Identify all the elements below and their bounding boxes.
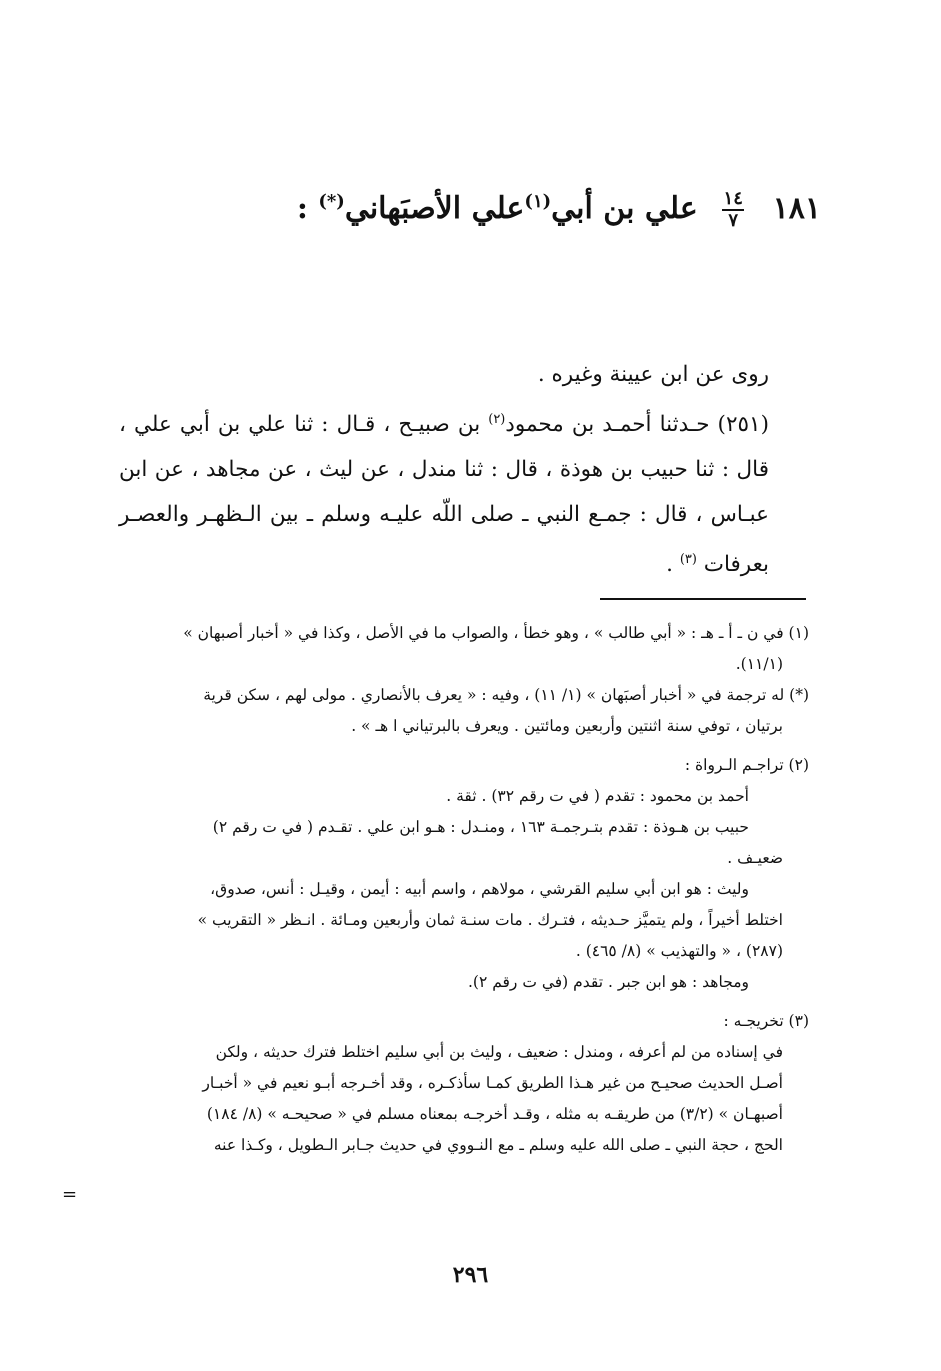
fraction-bottom: ٧	[728, 210, 739, 231]
footnote-separator	[600, 598, 806, 600]
footnote-3-line3: أصبهـان » (٣/٢) من طريقـه به مثله ، وقـد أخرجـه بمعناه مسلم في « صحيحـه » (٨/ ١٨٤)	[206, 1105, 783, 1123]
footnote-3-line4: الحج ، حجة النبي ـ صلى الله عليه وسلم ـ مع النـووي في حديث جـابر الـطويل ، وكـذا عنه	[213, 1136, 783, 1154]
entry-heading	[121, 190, 821, 230]
footnote-ref-3: (٣)	[679, 552, 697, 568]
footnotes	[109, 618, 809, 1161]
hadith-text: بن صبيـح ، قـال : ثنا علي بن أبي علي ، قال : ثنا حبيب بن هوذة ، قال : ثنا مندل ، عن ليث ، عن مجاهد ، عن ابن عبـاس ، قال : جمـع النبي ـ صلى اللّه عليـه وسلم ـ بين الـظهـر والعصـر بعرفات	[119, 412, 769, 578]
narrator-name-part2: علي الأصبَهاني	[344, 191, 525, 226]
entry-number: ١٨١	[772, 191, 821, 226]
footnote-ref-2: (٢)	[488, 412, 506, 427]
footnote-3-title: (٣) تخريجـه :	[723, 1012, 809, 1030]
footnote-2-line7: ومجاهد : هو ابن جبر . تقدم (في ت رقم ٢).	[467, 973, 749, 991]
volume-page-fraction	[722, 190, 744, 230]
hadith-paragraph	[119, 397, 809, 587]
footnote-2-line2: حبيب بن هـوذة : تقدم بتـرجمـة ١٦٣ ، ومنـدل : هـو ابن علي . تقـدم ( في ت رقم ٢)	[212, 818, 749, 836]
footnote-2-line5: اختلط أخيراً ، ولم يتميَّز حـديثه ، فتـرك . مات سنـة ثمان وأربعين ومـائة . انـظر « التقريب »	[197, 911, 783, 929]
main-text	[119, 352, 809, 587]
footnote-2-line1: أحمد بن محمود : تقدم ( في ت رقم ٣٢) . ثقة .	[446, 787, 749, 805]
fraction-top: ١٤	[723, 188, 743, 209]
hadith-start: (٢٥١) حـدثنا أحمـد بن محمود	[505, 412, 769, 438]
hadith-end: .	[666, 552, 674, 578]
heading-colon: :	[296, 191, 308, 226]
footnote-3-line1: في إسناده من لم أعرفه ، ومندل : ضعيف ، وليث بن أبي سليم اختلط فترك حديثه ، ولكن	[215, 1043, 783, 1061]
footnote-3-line2: أصـل الحديث صحيـح من غير هـذا الطريق كمـا سأذكـره ، وقد أخـرجه أبـو نعيم في « أخبـار	[202, 1074, 783, 1092]
footnote-1-line2: (١١/١).	[735, 655, 783, 673]
footnote-2-title: (٢) تراجـم الـرواة :	[684, 756, 809, 774]
footnote-star-line1: (*) له ترجمة في « أخبار أصبَهان » (١/ ١١) ، وفيه : « يعرف بالأنصاري . مولى لهم ، سكن قرية	[203, 686, 809, 704]
footnote-star-line2: برتيان ، توفي سنة اثنتين وأربعين ومائتين . ويعرف بالبرتياني ا هـ » .	[351, 717, 783, 735]
narrator-name-part1: علي بن أبي	[551, 191, 698, 226]
footnote-2-line3: ضعيـف .	[727, 849, 783, 867]
continuation-mark: =	[62, 1184, 78, 1205]
footnote-ref-1: (١)	[524, 191, 552, 212]
footnote-2-line6: (٢٨٧) ، « والتهذيب » (٨/ ٤٦٥) .	[575, 942, 783, 960]
footnote-2-line4: وليث : هو ابن أبي سليم القرشي ، مولاهم ، واسم أبيه : أيمن ، وقيـل : أنس، صدوق،	[210, 880, 749, 898]
page-number: ٢٩٦	[452, 1262, 489, 1288]
footnote-1-line1: (١) في ن ـ أ ـ هـ : « أبي طالب » ، وهو خطأ ، والصواب ما في الأصل ، وكذا في « أخبار أصبهان »	[183, 624, 809, 642]
footnote-ref-star: (*)	[318, 191, 345, 212]
intro-line: روى عن ابن عيينة وغيره .	[537, 362, 769, 387]
